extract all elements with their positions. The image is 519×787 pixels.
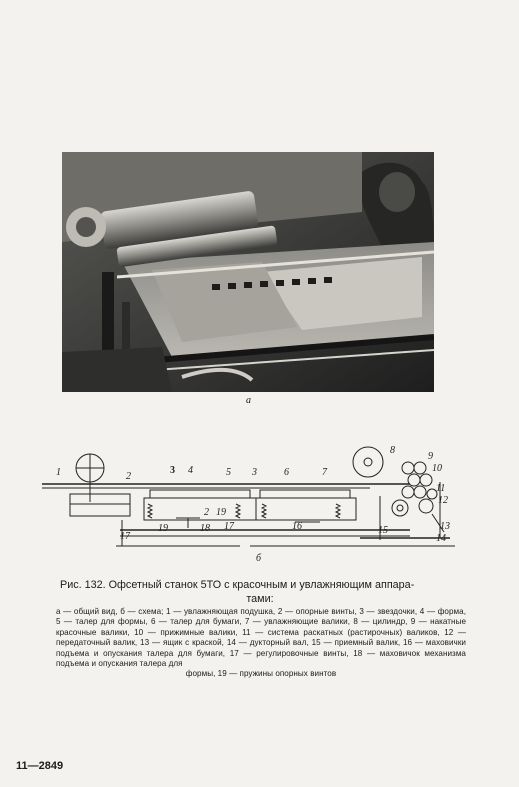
machine-schematic — [40, 442, 460, 567]
figure-caption-title — [60, 578, 460, 606]
callout-14: 14 — [436, 533, 446, 544]
callout-7: 7 — [322, 467, 327, 478]
callout-9: 9 — [428, 451, 433, 462]
callout-19b: 19 — [216, 507, 226, 518]
caption-legend-last-line: формы, 19 — пружины опорных винтов — [185, 669, 337, 679]
callout-2: 2 — [126, 471, 131, 482]
schematic-drawing — [40, 442, 460, 567]
photo-label: а — [246, 395, 251, 406]
machine-photo — [62, 152, 434, 392]
callout-1: 1 — [56, 467, 61, 478]
caption-title-line1: Рис. 132. Офсетный станок 5ТО с красочным и увлажняющим аппара- — [60, 579, 415, 591]
callout-5: 5 — [226, 467, 231, 478]
callout-19a: 19 — [158, 523, 168, 534]
callout-3: 3 — [170, 465, 175, 476]
callout-11: 11 — [436, 483, 446, 494]
callout-17a: 17 — [120, 531, 130, 542]
callout-3b: 3 — [252, 467, 257, 478]
schematic-label: б — [256, 553, 262, 564]
machine-photo-image — [62, 152, 434, 392]
printer-signature: 11—2849 — [16, 760, 64, 772]
caption-title-line2: тами: — [246, 593, 274, 605]
figure-caption-legend — [56, 607, 466, 680]
callout-17b: 17 — [224, 521, 234, 532]
callout-13: 13 — [440, 521, 450, 532]
callout-2b: 2 — [204, 507, 209, 518]
callout-12: 12 — [438, 495, 448, 506]
callout-4: 4 — [188, 465, 193, 476]
callout-18: 18 — [200, 523, 210, 534]
callout-15: 15 — [378, 525, 388, 536]
callout-8: 8 — [390, 445, 395, 456]
callout-16: 16 — [292, 521, 302, 532]
caption-legend-text: а — общий вид, б — схема; 1 — увлажняющая подушка, 2 — опорные винты, 3 — звездочки, 4 — форма, 5 — талер для формы, 6 — талер для бумаги, 7 — увлажняющие валики, 8 — цилиндр, 9 — накатные красочные валики, 10 — прижимные валики, 11 — система раскатных (растирочных) валиков, 12 — передаточный валик, 13 — ящик с краской, 14 — дукторный вал, 15 — приемный валик, 16 — маховички подъема и опускания талера для бумаги, 17 — регулировочные винты, 18 — маховичок механизма подъема и опускания талера для — [56, 607, 466, 669]
callout-6: 6 — [284, 467, 289, 478]
callout-10: 10 — [432, 463, 442, 474]
